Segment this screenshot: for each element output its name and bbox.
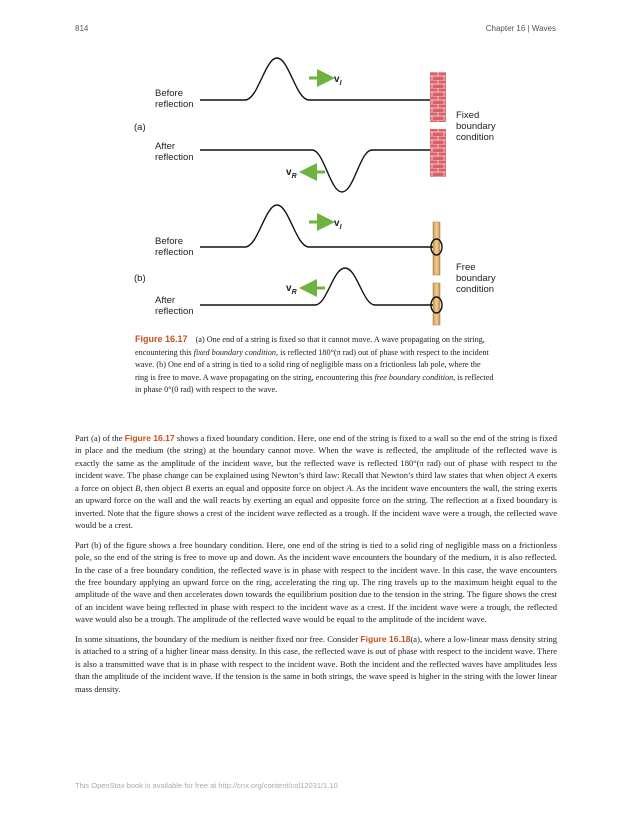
p1-text-3: out of phase with respect to the incident wave. The phase change can be explained using Newton’s third law: Recall that Newton’s third law states that when object bbox=[75, 457, 558, 481]
fixed-boundary-label-1: Fixed bbox=[456, 110, 480, 121]
caption-text-5: with respect to the wave. bbox=[195, 385, 278, 395]
page-number: 814 bbox=[75, 24, 89, 33]
figure-16-17-link[interactable]: Figure 16.17 bbox=[124, 433, 175, 443]
paragraph-3 bbox=[75, 633, 557, 695]
v-incident-a bbox=[334, 74, 343, 87]
caption-em-fixed: fixed boundary condition, bbox=[193, 347, 279, 357]
label-b: (b) bbox=[134, 273, 146, 284]
v-subscript-r: R bbox=[291, 289, 297, 296]
caption-text-3: out of phase with respect to the incident wave. (b) One end of a string is tied to a solid ring of negligible mass on a frictionless lab pole, where the ring is free to move. A wave propagating on the string, encountering this bbox=[135, 347, 489, 382]
caption-math-180: 180°(π rad) bbox=[318, 347, 356, 357]
after-label-a-1: After bbox=[155, 141, 176, 152]
before-label-b-2: reflection bbox=[155, 247, 194, 258]
caption-em-free: free boundary condition, bbox=[374, 372, 456, 382]
wall-top bbox=[430, 72, 446, 122]
p1-object-b: B bbox=[135, 482, 141, 493]
caption-text-1: (a) One end of a string is fixed so that it cannot move. A wave propagating on the string, encountering this bbox=[135, 335, 485, 357]
paragraph-2: Part (b) of the figure shows a free boundary condition. Here, one end of the string is tied to a solid ring of negligible mass on a frictionless pole, so the end of the string is free to move up and down. As the incident wave encounters the boundary of the medium, it is also reflected. In the case of a free boundary condition, the reflected wave is in phase with respect to the incident wave. In this case, the wave encounters the free boundary applying an upward force on the ring, accelerating the ring up. The ring travels up to the maximum height equal to the amplitude of the wave and then accelerates down towards the equilibrium position due to the tension in the string. The figure shows the crest of an incident wave being reflected in phase with respect to the incident wave as a crest. If the incident wave were a trough, the reflected wave would also be a trough. The amplitude of the reflected wave would be equal to the amplitude of the incident wave. bbox=[75, 539, 557, 625]
before-label-b-1: Before bbox=[155, 236, 183, 247]
label-a: (a) bbox=[134, 122, 146, 133]
after-label-a-2: reflection bbox=[155, 152, 194, 163]
body-text bbox=[75, 432, 557, 702]
free-boundary-label-1: Free bbox=[456, 262, 476, 273]
p1-object-a: A bbox=[529, 470, 535, 481]
pole-bottom bbox=[433, 283, 440, 325]
fixed-boundary-label-3: condition bbox=[456, 132, 495, 143]
v-symbol: v bbox=[286, 167, 292, 178]
caption-math-0: 0°(0 rad) bbox=[164, 385, 194, 395]
after-label-b-2: reflection bbox=[155, 306, 194, 317]
p1-text-1: Part (a) of the bbox=[75, 433, 123, 443]
fixed-boundary-label-2: boundary bbox=[456, 121, 496, 132]
figure-16-18-link[interactable]: Figure 16.18 bbox=[360, 633, 411, 644]
caption-text-2: is reflected bbox=[280, 347, 317, 357]
figure-caption bbox=[135, 333, 495, 397]
before-label-a-1: Before bbox=[155, 88, 183, 99]
p3-text-1: In some situations, the boundary of the medium is neither fixed nor free. Consider bbox=[75, 633, 359, 644]
v-subscript-r: R bbox=[291, 173, 297, 180]
after-label-b-1: After bbox=[155, 295, 176, 306]
p1-math: 180°(π rad) bbox=[400, 457, 441, 468]
v-reflected-a bbox=[286, 167, 297, 180]
v-symbol: v bbox=[334, 218, 340, 229]
pole-top bbox=[433, 222, 440, 275]
p1-object-b-2: B bbox=[185, 482, 191, 493]
free-boundary-label-2: boundary bbox=[456, 273, 496, 284]
p3-text-2: (a), where a low-linear mass density string is attached to a string of a higher linear mass density. In this case, the reflected wave is out of phase with respect to the incident wave. There is also a transmitted wave that is in phase with respect to the incident wave. Both the incident and the reflected waves have amplitudes less than the amplitude of the incident wave. If the tension is the same in both strings, the wave speed is higher in the string with the lower linear mass density. bbox=[75, 633, 557, 694]
figure-label: Figure 16.17 bbox=[135, 334, 188, 344]
v-subscript-i: I bbox=[339, 224, 342, 231]
p1-text-6: exerts an equal and opposite force on object bbox=[192, 482, 345, 493]
p1-text-4: exerts a force on object bbox=[75, 470, 557, 493]
p1-text-5: , then object bbox=[140, 482, 183, 493]
wall-bottom bbox=[430, 129, 446, 177]
paragraph-1 bbox=[75, 432, 557, 532]
chapter-header: Chapter 16 | Waves bbox=[485, 24, 556, 33]
footer: This OpenStax book is available for free at http://cnx.org/content/col12031/1.10 bbox=[75, 781, 338, 790]
v-symbol: v bbox=[334, 74, 340, 85]
p1-text-7: . As the incident wave encounters the wall, the string exerts an upward force on the wall and the wall reacts by exerting an equal and opposite force on the string. The reflection at a fixed boundary is inverted. Note that the figure shows a crest of the incident wave reflected as a trough. If the incident wave were a trough, the reflected wave would be a crest. bbox=[75, 482, 558, 531]
v-subscript-i: I bbox=[339, 80, 342, 87]
figure-16-17 bbox=[0, 0, 630, 330]
p1-text-2: shows a fixed boundary condition. Here, one end of the string is fixed to a wall so the end of the string is fixed in place and the medium (the string) at the boundary cannot move. When the wave is reflected, the amplitude of the reflected wave is exactly the same as the amplitude of the incident wave, but the reflected wave is reflected bbox=[75, 433, 557, 468]
incident-wave-b bbox=[200, 205, 433, 247]
before-label-a-2: reflection bbox=[155, 99, 194, 110]
free-boundary-label-3: condition bbox=[456, 284, 495, 295]
caption-text-4: is reflected in phase bbox=[135, 372, 494, 395]
v-reflected-b bbox=[286, 283, 297, 296]
v-incident-b bbox=[334, 218, 343, 231]
p1-object-a-2: A bbox=[346, 482, 352, 493]
v-symbol: v bbox=[286, 283, 292, 294]
